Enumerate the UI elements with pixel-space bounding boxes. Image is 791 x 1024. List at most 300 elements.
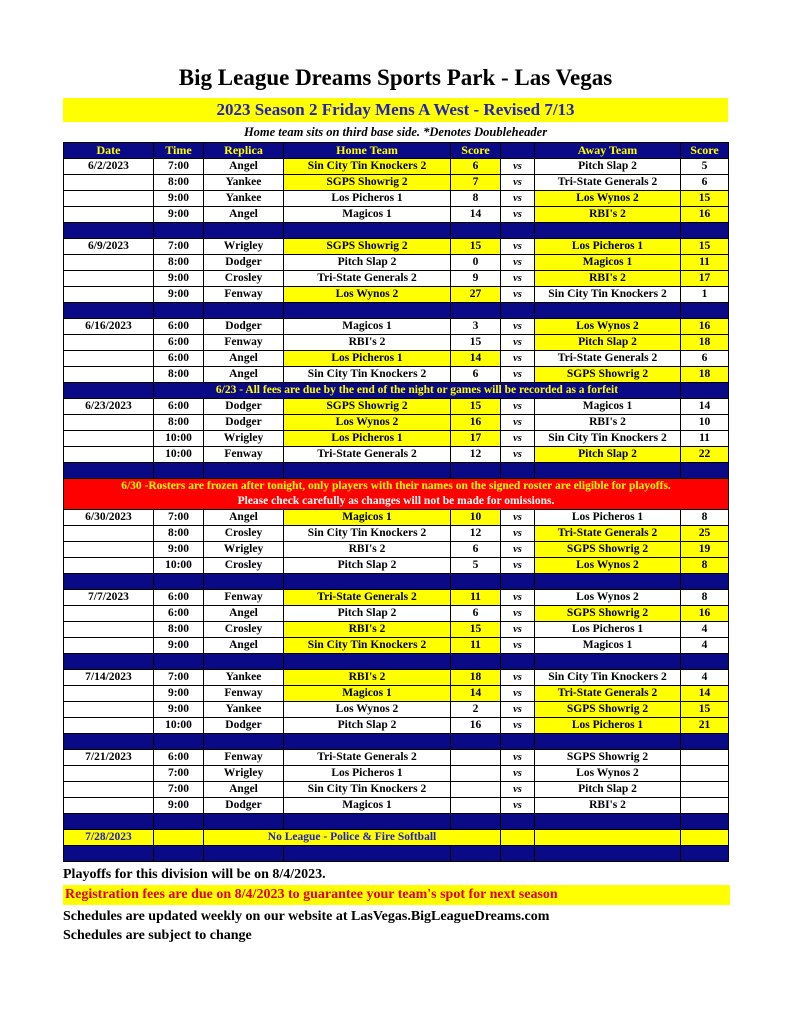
separator-cell [204, 814, 284, 830]
table-row [64, 574, 729, 590]
date-cell [64, 766, 154, 782]
away-score-cell: 18 [681, 335, 729, 351]
separator-cell [64, 383, 154, 399]
vs-cell: vs [501, 239, 535, 255]
replica-cell: Dodger [204, 718, 284, 734]
subject-to-change-note: Schedules are subject to change [63, 928, 252, 943]
column-header: Home Team [284, 143, 451, 159]
home-score-cell: 8 [451, 191, 501, 207]
time-cell: 9:00 [154, 702, 204, 718]
column-header: Score [451, 143, 501, 159]
separator-cell [535, 303, 681, 319]
home-score-cell: 14 [451, 686, 501, 702]
separator-cell [501, 574, 535, 590]
separator-cell [154, 223, 204, 239]
separator-cell [535, 463, 681, 479]
home-team-cell: Tri-State Generals 2 [284, 750, 451, 766]
away-score-cell: 8 [681, 590, 729, 606]
home-team-cell: Magicos 1 [284, 510, 451, 526]
home-team-cell: SGPS Showrig 2 [284, 239, 451, 255]
away-score-cell: 22 [681, 447, 729, 463]
home-team-cell: Pitch Slap 2 [284, 718, 451, 734]
replica-cell: Dodger [204, 399, 284, 415]
column-header: Away Team [535, 143, 681, 159]
away-team-cell: RBI's 2 [535, 798, 681, 814]
date-cell [64, 431, 154, 447]
away-score-cell [681, 830, 729, 846]
separator-cell [681, 814, 729, 830]
replica-cell: Angel [204, 606, 284, 622]
home-team-cell: Sin City Tin Knockers 2 [284, 782, 451, 798]
separator-cell [154, 574, 204, 590]
column-header: Replica [204, 143, 284, 159]
table-row [64, 431, 729, 447]
vs-cell: vs [501, 590, 535, 606]
table-row [64, 638, 729, 654]
away-team-cell: Tri-State Generals 2 [535, 351, 681, 367]
vs-cell: vs [501, 351, 535, 367]
vs-cell: vs [501, 558, 535, 574]
roster-freeze-line1: 6/30 -Rosters are frozen after tonight, only players with their names on the signed roster are eligible for playoffs. [121, 480, 671, 492]
date-cell [64, 287, 154, 303]
replica-cell: Yankee [204, 191, 284, 207]
separator-cell [681, 654, 729, 670]
date-cell [64, 702, 154, 718]
home-score-cell: 2 [451, 702, 501, 718]
separator-cell [681, 303, 729, 319]
away-team-cell: RBI's 2 [535, 415, 681, 431]
vs-cell [501, 830, 535, 846]
home-score-cell: 6 [451, 367, 501, 383]
separator-cell [284, 574, 451, 590]
time-cell: 6:00 [154, 590, 204, 606]
separator-cell [204, 654, 284, 670]
separator-cell [501, 814, 535, 830]
time-cell: 7:00 [154, 239, 204, 255]
separator-cell [535, 734, 681, 750]
away-team-cell: Los Wynos 2 [535, 766, 681, 782]
vs-cell: vs [501, 287, 535, 303]
separator-cell [204, 223, 284, 239]
replica-cell: Angel [204, 351, 284, 367]
date-cell: 7/14/2023 [64, 670, 154, 686]
away-team-cell: Tri-State Generals 2 [535, 526, 681, 542]
home-team-cell: Los Wynos 2 [284, 415, 451, 431]
replica-cell: Fenway [204, 447, 284, 463]
replica-cell: Crosley [204, 271, 284, 287]
time-cell: 9:00 [154, 271, 204, 287]
replica-cell: Wrigley [204, 766, 284, 782]
replica-cell: Fenway [204, 686, 284, 702]
home-team-cell: RBI's 2 [284, 670, 451, 686]
separator-cell [284, 734, 451, 750]
home-score-cell: 12 [451, 526, 501, 542]
table-row [64, 463, 729, 479]
away-team-cell: RBI's 2 [535, 207, 681, 223]
separator-cell [64, 654, 154, 670]
date-cell: 6/23/2023 [64, 399, 154, 415]
home-score-cell: 14 [451, 351, 501, 367]
separator-cell [681, 383, 729, 399]
replica-cell: Fenway [204, 335, 284, 351]
separator-cell [64, 223, 154, 239]
website-note: Schedules are updated weekly on our website at LasVegas.BigLeagueDreams.com [63, 909, 550, 924]
replica-cell: Crosley [204, 526, 284, 542]
table-row [64, 351, 729, 367]
home-score-cell: 15 [451, 335, 501, 351]
home-team-cell: Sin City Tin Knockers 2 [284, 159, 451, 175]
separator-cell [681, 574, 729, 590]
home-team-cell: Magicos 1 [284, 798, 451, 814]
vs-column-header [501, 143, 535, 159]
time-cell: 6:00 [154, 319, 204, 335]
vs-cell: vs [501, 319, 535, 335]
replica-cell: Angel [204, 159, 284, 175]
date-cell: 6/9/2023 [64, 239, 154, 255]
separator-cell [154, 303, 204, 319]
home-score-cell: 11 [451, 638, 501, 654]
away-score-cell: 14 [681, 399, 729, 415]
date-cell: 7/21/2023 [64, 750, 154, 766]
away-team-cell: Los Picheros 1 [535, 718, 681, 734]
date-cell: 6/16/2023 [64, 319, 154, 335]
separator-cell [284, 463, 451, 479]
vs-cell: vs [501, 175, 535, 191]
away-team-cell: Sin City Tin Knockers 2 [535, 670, 681, 686]
roster-freeze-banner [64, 479, 729, 510]
date-cell [64, 606, 154, 622]
away-score-cell: 8 [681, 510, 729, 526]
time-cell: 10:00 [154, 447, 204, 463]
home-team-cell: SGPS Showrig 2 [284, 399, 451, 415]
replica-cell: Dodger [204, 319, 284, 335]
table-row [64, 191, 729, 207]
time-cell: 9:00 [154, 207, 204, 223]
home-team-cell: Tri-State Generals 2 [284, 590, 451, 606]
date-cell: 7/28/2023 [64, 830, 154, 846]
away-team-cell: Pitch Slap 2 [535, 782, 681, 798]
table-row [64, 271, 729, 287]
separator-cell [204, 574, 284, 590]
separator-cell [681, 734, 729, 750]
time-cell: 9:00 [154, 686, 204, 702]
table-row [64, 383, 729, 399]
home-score-cell: 11 [451, 590, 501, 606]
table-row [64, 670, 729, 686]
vs-cell: vs [501, 447, 535, 463]
time-cell: 6:00 [154, 750, 204, 766]
vs-cell: vs [501, 255, 535, 271]
separator-cell [535, 574, 681, 590]
away-score-cell: 25 [681, 526, 729, 542]
home-score-cell: 18 [451, 670, 501, 686]
vs-cell: vs [501, 750, 535, 766]
away-team-cell: SGPS Showrig 2 [535, 606, 681, 622]
home-team-cell: Sin City Tin Knockers 2 [284, 526, 451, 542]
home-score-cell: 15 [451, 239, 501, 255]
separator-cell [154, 654, 204, 670]
table-row [64, 686, 729, 702]
separator-cell [501, 303, 535, 319]
table-row [64, 782, 729, 798]
table-row [64, 303, 729, 319]
home-score-cell: 14 [451, 207, 501, 223]
home-score-cell: 12 [451, 447, 501, 463]
time-cell: 7:00 [154, 782, 204, 798]
time-cell: 9:00 [154, 638, 204, 654]
home-score-cell: 0 [451, 255, 501, 271]
separator-cell [451, 463, 501, 479]
time-cell: 6:00 [154, 335, 204, 351]
date-cell [64, 558, 154, 574]
separator-cell [284, 846, 451, 862]
replica-cell: Dodger [204, 798, 284, 814]
replica-cell: Angel [204, 207, 284, 223]
home-score-cell: 15 [451, 399, 501, 415]
separator-cell [451, 814, 501, 830]
time-cell: 8:00 [154, 255, 204, 271]
away-team-cell: Tri-State Generals 2 [535, 686, 681, 702]
date-cell [64, 175, 154, 191]
replica-cell: Fenway [204, 750, 284, 766]
replica-cell: Yankee [204, 670, 284, 686]
table-row [64, 159, 729, 175]
home-team-cell: Los Wynos 2 [284, 287, 451, 303]
away-score-cell: 11 [681, 431, 729, 447]
time-cell: 10:00 [154, 431, 204, 447]
table-row [64, 798, 729, 814]
vs-cell: vs [501, 526, 535, 542]
away-team-cell: Magicos 1 [535, 638, 681, 654]
home-team-cell: Pitch Slap 2 [284, 558, 451, 574]
home-score-cell: 15 [451, 622, 501, 638]
separator-cell [535, 654, 681, 670]
separator-cell [64, 574, 154, 590]
replica-cell: Angel [204, 510, 284, 526]
vs-cell: vs [501, 622, 535, 638]
table-row [64, 814, 729, 830]
separator-cell [501, 654, 535, 670]
table-row [64, 207, 729, 223]
date-cell [64, 271, 154, 287]
separator-cell [284, 654, 451, 670]
home-team-cell: Los Picheros 1 [284, 191, 451, 207]
table-row [64, 750, 729, 766]
separator-cell [451, 303, 501, 319]
away-score-cell: 4 [681, 670, 729, 686]
home-team-cell: Sin City Tin Knockers 2 [284, 638, 451, 654]
table-row [64, 319, 729, 335]
roster-freeze-line2: Please check carefully as changes will not be made for omissions. [237, 495, 555, 507]
table-row [64, 399, 729, 415]
date-cell [64, 351, 154, 367]
time-cell: 7:00 [154, 766, 204, 782]
replica-cell: Angel [204, 367, 284, 383]
column-header: Date [64, 143, 154, 159]
separator-cell [64, 846, 154, 862]
away-score-cell: 6 [681, 351, 729, 367]
home-team-cell: Magicos 1 [284, 686, 451, 702]
home-team-cell: Pitch Slap 2 [284, 255, 451, 271]
table-row [64, 223, 729, 239]
date-cell [64, 542, 154, 558]
time-cell: 6:00 [154, 351, 204, 367]
away-score-cell: 4 [681, 638, 729, 654]
home-score-cell [451, 766, 501, 782]
replica-cell: Yankee [204, 702, 284, 718]
time-cell: 9:00 [154, 542, 204, 558]
away-score-cell: 1 [681, 287, 729, 303]
away-team-cell: Los Wynos 2 [535, 319, 681, 335]
date-cell [64, 191, 154, 207]
away-score-cell: 4 [681, 622, 729, 638]
away-score-cell: 18 [681, 367, 729, 383]
away-score-cell: 6 [681, 175, 729, 191]
separator-cell [154, 734, 204, 750]
time-cell [154, 830, 204, 846]
separator-cell [284, 814, 451, 830]
replica-cell: Fenway [204, 590, 284, 606]
home-score-cell: 6 [451, 606, 501, 622]
home-team-cell: Sin City Tin Knockers 2 [284, 367, 451, 383]
away-team-cell: Los Picheros 1 [535, 239, 681, 255]
home-team-note: Home team sits on third base side. *Denotes Doubleheader [243, 125, 548, 139]
away-team-cell: Los Picheros 1 [535, 510, 681, 526]
table-row [64, 702, 729, 718]
away-score-cell: 10 [681, 415, 729, 431]
separator-cell [681, 463, 729, 479]
table-row [64, 526, 729, 542]
schedule-table [63, 142, 729, 862]
date-cell [64, 782, 154, 798]
table-row [64, 718, 729, 734]
separator-cell [451, 846, 501, 862]
away-score-cell: 15 [681, 239, 729, 255]
date-cell: 7/7/2023 [64, 590, 154, 606]
home-score-cell: 6 [451, 159, 501, 175]
playoffs-note: Playoffs for this division will be on 8/4/2023. [63, 867, 326, 882]
separator-cell [451, 654, 501, 670]
separator-cell [154, 846, 204, 862]
registration-note: Registration fees are due on 8/4/2023 to guarantee your team's spot for next season [63, 885, 730, 905]
away-team-cell: Pitch Slap 2 [535, 447, 681, 463]
away-score-cell: 11 [681, 255, 729, 271]
date-cell [64, 638, 154, 654]
table-row [64, 622, 729, 638]
away-team-cell: SGPS Showrig 2 [535, 750, 681, 766]
separator-cell [501, 223, 535, 239]
away-score-cell: 17 [681, 271, 729, 287]
date-cell [64, 526, 154, 542]
time-cell: 8:00 [154, 175, 204, 191]
date-cell [64, 447, 154, 463]
separator-cell [501, 463, 535, 479]
separator-cell [64, 463, 154, 479]
vs-cell: vs [501, 510, 535, 526]
separator-cell [451, 574, 501, 590]
date-cell [64, 686, 154, 702]
time-cell: 6:00 [154, 606, 204, 622]
replica-cell: Wrigley [204, 431, 284, 447]
date-cell [64, 255, 154, 271]
away-team-cell: Los Wynos 2 [535, 191, 681, 207]
separator-cell [64, 734, 154, 750]
home-score-cell: 5 [451, 558, 501, 574]
away-team-cell: Sin City Tin Knockers 2 [535, 431, 681, 447]
table-row [64, 830, 729, 846]
home-team-cell: SGPS Showrig 2 [284, 175, 451, 191]
separator-cell [204, 734, 284, 750]
date-cell [64, 798, 154, 814]
home-score-cell: 3 [451, 319, 501, 335]
time-cell: 6:00 [154, 399, 204, 415]
column-header: Time [154, 143, 204, 159]
vs-cell: vs [501, 431, 535, 447]
replica-cell: Wrigley [204, 239, 284, 255]
vs-cell: vs [501, 638, 535, 654]
table-row [64, 558, 729, 574]
date-cell [64, 622, 154, 638]
home-team-cell: Los Wynos 2 [284, 702, 451, 718]
table-row [64, 606, 729, 622]
away-team-cell [535, 830, 681, 846]
table-row [64, 335, 729, 351]
away-team-cell: Pitch Slap 2 [535, 159, 681, 175]
away-team-cell: Los Wynos 2 [535, 590, 681, 606]
away-score-cell: 16 [681, 606, 729, 622]
vs-cell: vs [501, 191, 535, 207]
home-score-cell: 27 [451, 287, 501, 303]
home-score-cell: 6 [451, 542, 501, 558]
home-team-cell: RBI's 2 [284, 622, 451, 638]
home-team-cell: Los Picheros 1 [284, 766, 451, 782]
table-row [64, 367, 729, 383]
date-cell [64, 207, 154, 223]
replica-cell: Crosley [204, 622, 284, 638]
home-score-cell: 9 [451, 271, 501, 287]
separator-cell [535, 846, 681, 862]
table-row [64, 175, 729, 191]
table-row [64, 255, 729, 271]
separator-cell [284, 303, 451, 319]
home-team-cell: Los Picheros 1 [284, 351, 451, 367]
time-cell: 8:00 [154, 526, 204, 542]
replica-cell: Dodger [204, 415, 284, 431]
home-score-cell: 16 [451, 718, 501, 734]
replica-cell: Fenway [204, 287, 284, 303]
date-cell: 6/2/2023 [64, 159, 154, 175]
home-score-cell [451, 798, 501, 814]
vs-cell: vs [501, 702, 535, 718]
away-score-cell: 16 [681, 319, 729, 335]
away-team-cell: SGPS Showrig 2 [535, 367, 681, 383]
home-team-cell: Pitch Slap 2 [284, 606, 451, 622]
date-cell: 6/30/2023 [64, 510, 154, 526]
away-score-cell [681, 750, 729, 766]
table-row [64, 415, 729, 431]
away-team-cell: Los Picheros 1 [535, 622, 681, 638]
table-row [64, 734, 729, 750]
away-team-cell: Pitch Slap 2 [535, 335, 681, 351]
away-team-cell: Tri-State Generals 2 [535, 175, 681, 191]
away-team-cell: Magicos 1 [535, 255, 681, 271]
away-score-cell: 8 [681, 558, 729, 574]
replica-cell: Crosley [204, 558, 284, 574]
vs-cell: vs [501, 606, 535, 622]
table-row [64, 654, 729, 670]
vs-cell: vs [501, 766, 535, 782]
separator-cell [535, 814, 681, 830]
